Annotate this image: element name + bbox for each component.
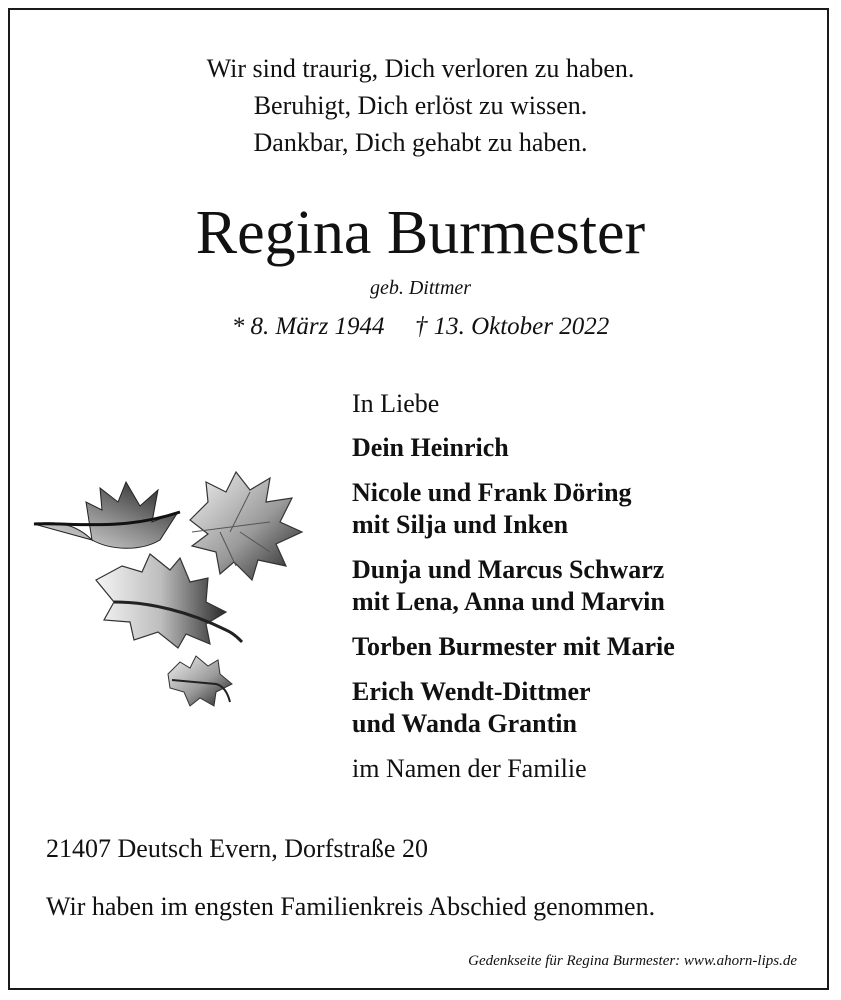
poem-line: Beruhigt, Dich erlöst zu wissen. xyxy=(253,91,588,120)
mourner-line: Dunja und Marcus Schwarz xyxy=(352,555,665,584)
mourners-outro: im Namen der Familie xyxy=(352,754,587,783)
poem-line: Wir sind traurig, Dich verloren zu haben. xyxy=(206,54,635,83)
deceased-name: Regina Burmester xyxy=(195,199,646,267)
address: 21407 Deutsch Evern, Dorfstraße 20 xyxy=(46,834,428,863)
mourner-line: Torben Burmester mit Marie xyxy=(352,632,675,661)
poem xyxy=(0,50,841,161)
mourners-list xyxy=(352,388,812,785)
death-date: † 13. Oktober 2022 xyxy=(414,313,610,340)
maiden-name: geb. Dittmer xyxy=(369,277,472,299)
mourner-group xyxy=(352,432,812,464)
mourner-group xyxy=(352,676,812,740)
farewell-note: Wir haben im engsten Familienkreis Abschied genommen. xyxy=(46,892,656,921)
birth-date: * 8. März 1944 xyxy=(231,313,385,340)
mourner-line: Dein Heinrich xyxy=(352,433,509,462)
mourner-line: und Wanda Grantin xyxy=(352,709,577,738)
mourner-group xyxy=(352,554,812,618)
mourner-line: Erich Wendt-Dittmer xyxy=(352,677,591,706)
mourner-line: mit Silja und Inken xyxy=(352,510,569,539)
poem-line: Dankbar, Dich gehabt zu haben. xyxy=(253,128,588,157)
mourner-line: mit Lena, Anna und Marvin xyxy=(352,587,665,616)
mourner-line: Nicole und Frank Döring xyxy=(352,478,632,507)
autumn-leaves-icon xyxy=(30,462,310,722)
mourner-group xyxy=(352,477,812,541)
mourner-group xyxy=(352,631,812,663)
life-dates xyxy=(0,313,841,341)
mourners-intro: In Liebe xyxy=(352,389,440,418)
memorial-page-link[interactable]: Gedenkseite für Regina Burmester: www.ahorn-lips.de xyxy=(468,953,797,969)
